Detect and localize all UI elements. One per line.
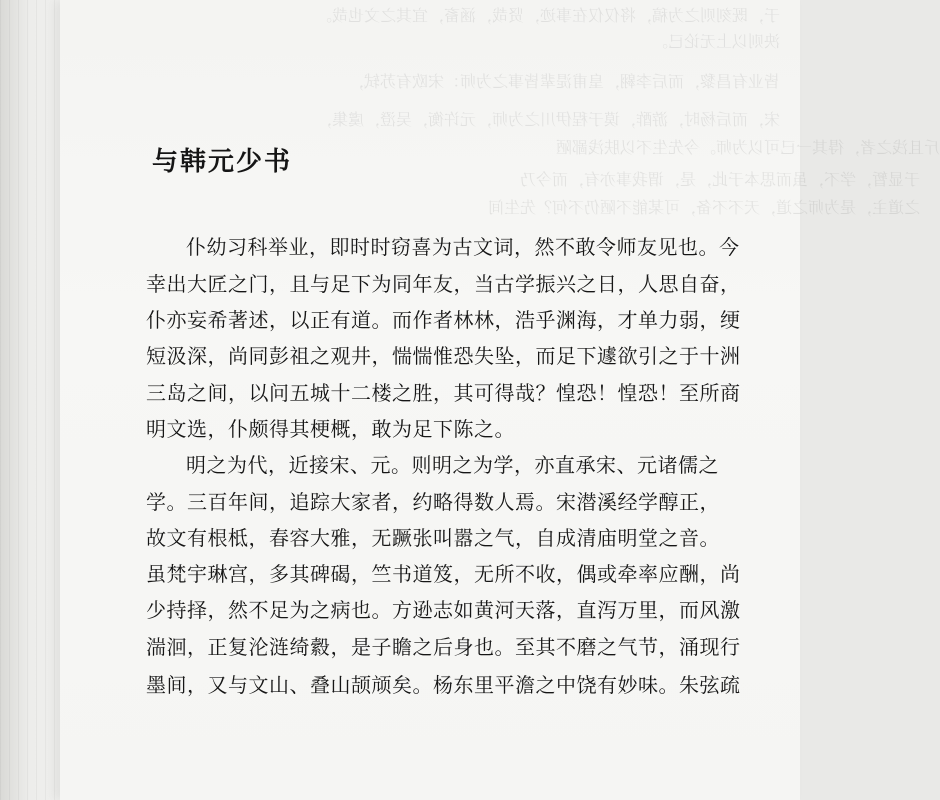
text-line: 少持择，然不足为之病也。方逊志如黄河天落，直泻万里，而风激 [146, 598, 741, 622]
article-title: 与韩元少书 [152, 147, 293, 177]
text-line: 仆幼习科举业，即时时窃喜为古文词，然不敢令师友见也。今 [186, 235, 740, 259]
text-line: 墨间，又与文山、叠山颉颃矣。杨东里平澹之中饶有妙味。朱弦疏 [146, 673, 741, 697]
text-line: 仆亦妄希著述，以正有道。而作者林林，浩乎渊海，才单力弱，绠 [146, 308, 741, 332]
text-line: 短汲深，尚同彭祖之观井，惴惴惟恐失坠，而足下遽欲引之于十洲 [146, 344, 741, 368]
text-line: 虽梵宇琳宫，多其碑碣，竺书道笈，无所不收，偶或牵率应酬，尚 [146, 562, 741, 586]
text-line: 学。三百年间，追踪大家者，约略得数人焉。宋潜溪经学醇正， [146, 490, 720, 514]
text-line: 湍洄，正复沦涟绮縠，是子瞻之后身也。至其不磨之气节，涌现行 [146, 635, 741, 659]
text-line: 明文选，仆颇得其梗概，敢为足下陈之。 [146, 417, 515, 441]
text-line: 明之为代，近接宋、元。则明之为学，亦直承宋、元诸儒之 [186, 453, 719, 477]
text-line: 故文有根柢，春容大雅，无蹶张叫嚣之气，自成清庙明堂之音。 [146, 526, 720, 550]
text-line: 三岛之间，以问五城十二楼之胜，其可得哉？惶恐！惶恐！至所商 [146, 381, 741, 405]
text-line: 幸出大匠之门，且与足下为同年友，当古学振兴之日，人思自奋， [146, 272, 741, 296]
